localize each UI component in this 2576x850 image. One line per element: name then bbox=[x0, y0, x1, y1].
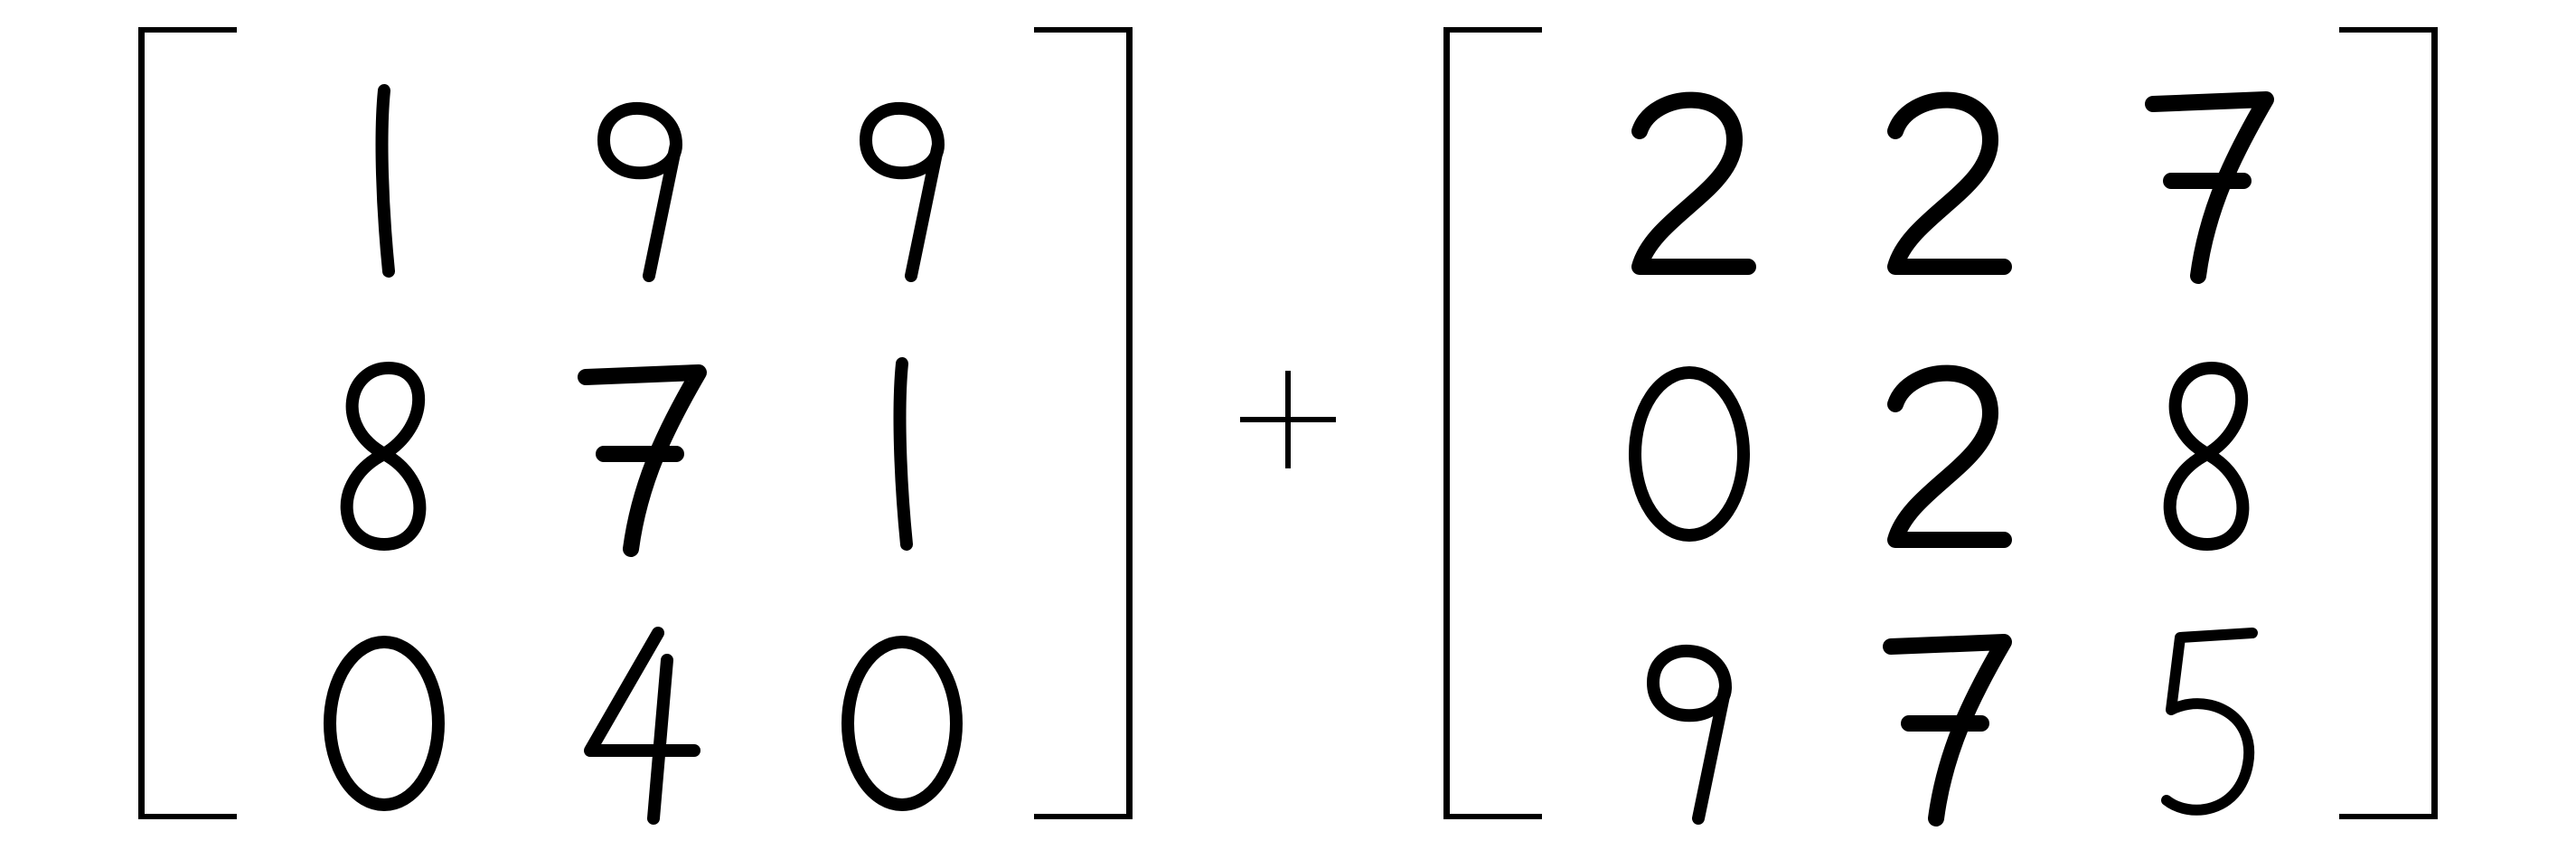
handwritten-digit-0 bbox=[1554, 327, 1825, 581]
handwritten-digit-7 bbox=[1810, 597, 2081, 850]
right-matrix-digit-r1c2 bbox=[1810, 54, 2081, 307]
left-matrix bbox=[138, 27, 1133, 814]
left-matrix-digit-r3c2 bbox=[504, 597, 776, 850]
right-matrix bbox=[1443, 27, 2438, 814]
right-matrix-digit-r3c1 bbox=[1554, 597, 1825, 850]
right-matrix-digit-r1c3 bbox=[2072, 54, 2343, 307]
left-matrix-digit-r3c1 bbox=[249, 597, 520, 850]
right-matrix-digit-r2c2 bbox=[1810, 327, 2081, 581]
handwritten-digit-1 bbox=[249, 54, 520, 307]
handwritten-digit-0 bbox=[766, 597, 1038, 850]
handwritten-digit-1 bbox=[766, 327, 1038, 581]
handwritten-digit-5 bbox=[2072, 597, 2343, 850]
left-matrix-open-bracket bbox=[138, 27, 237, 819]
right-matrix-open-bracket bbox=[1443, 27, 1542, 819]
handwritten-digit-9 bbox=[766, 54, 1038, 307]
left-matrix-digit-r2c1 bbox=[249, 327, 520, 581]
handwritten-digit-2 bbox=[1554, 54, 1825, 307]
handwritten-digit-8 bbox=[2072, 327, 2343, 581]
handwritten-digit-8 bbox=[249, 327, 520, 581]
handwritten-digit-9 bbox=[1554, 597, 1825, 850]
left-matrix-digit-r2c3 bbox=[766, 327, 1038, 581]
left-matrix-digit-r1c1 bbox=[249, 54, 520, 307]
left-matrix-digit-r1c3 bbox=[766, 54, 1038, 307]
handwritten-digit-2 bbox=[1810, 54, 2081, 307]
right-matrix-digit-r2c3 bbox=[2072, 327, 2343, 581]
handwritten-digit-0 bbox=[249, 597, 520, 850]
handwritten-digit-7 bbox=[504, 327, 776, 581]
left-matrix-digit-r3c3 bbox=[766, 597, 1038, 850]
handwritten-digit-4 bbox=[504, 597, 776, 850]
left-matrix-digit-r1c2 bbox=[504, 54, 776, 307]
handwritten-digit-9 bbox=[504, 54, 776, 307]
right-matrix-digit-r1c1 bbox=[1554, 54, 1825, 307]
right-matrix-digit-r3c3 bbox=[2072, 597, 2343, 850]
handwritten-digit-7 bbox=[2072, 54, 2343, 307]
handwritten-digit-2 bbox=[1810, 327, 2081, 581]
left-matrix-digit-r2c2 bbox=[504, 327, 776, 581]
right-matrix-close-bracket bbox=[2339, 27, 2438, 819]
right-matrix-digit-r2c1 bbox=[1554, 327, 1825, 581]
right-matrix-digit-r3c2 bbox=[1810, 597, 2081, 850]
left-matrix-close-bracket bbox=[1034, 27, 1133, 819]
plus-operator bbox=[1240, 371, 1336, 468]
